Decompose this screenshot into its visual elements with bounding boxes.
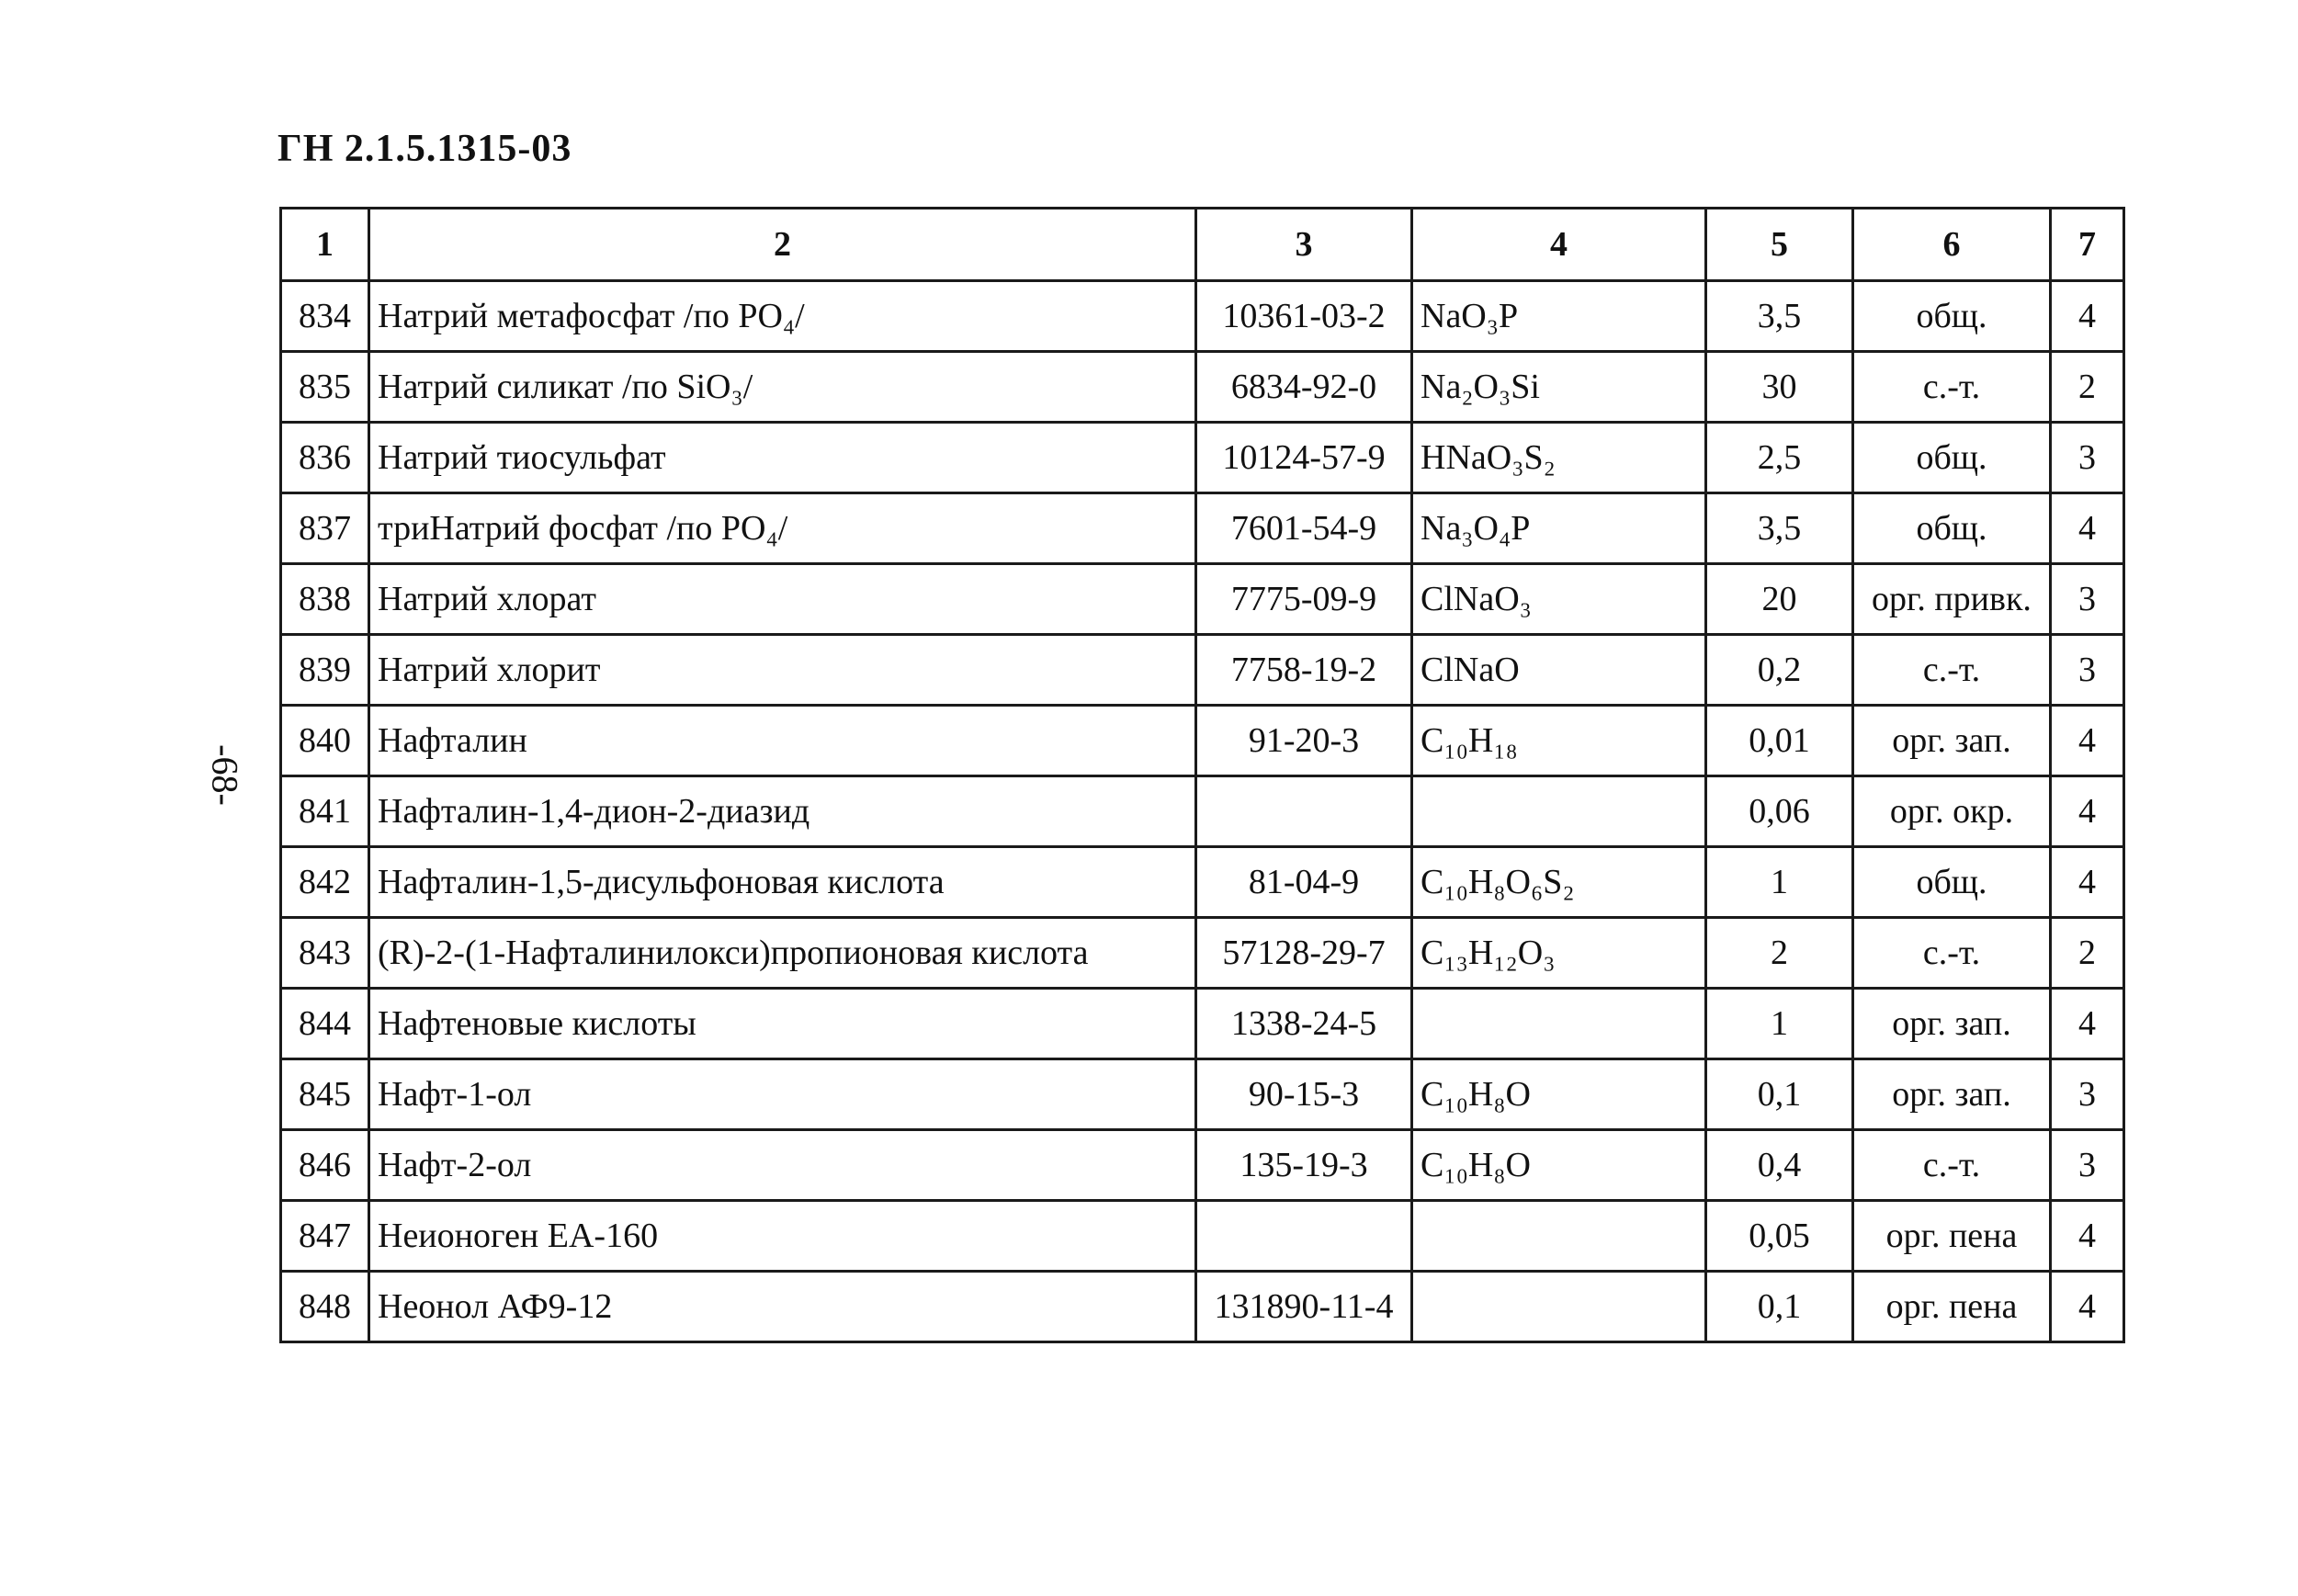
substances-table xyxy=(279,207,2125,1343)
hazard-class-cell: 3 xyxy=(2051,423,2124,493)
hazard-class-cell: 4 xyxy=(2051,281,2124,352)
column-header: 7 xyxy=(2051,209,2124,281)
hazard-sign-cell: общ. xyxy=(1853,493,2051,564)
chemical-formula-cell xyxy=(1412,1272,1706,1342)
norm-value-cell: 0,1 xyxy=(1706,1272,1853,1342)
row-number-cell: 836 xyxy=(281,423,369,493)
chemical-formula-cell xyxy=(1412,776,1706,847)
table-row xyxy=(281,776,2124,847)
column-header: 2 xyxy=(369,209,1196,281)
substance-name-cell: Натрий метафосфат /по PO₄/ xyxy=(369,281,1196,352)
hazard-sign-cell: орг. зап. xyxy=(1853,706,2051,776)
substance-name-cell: триНатрий фосфат /по PO₄/ xyxy=(369,493,1196,564)
hazard-sign-cell: орг. окр. xyxy=(1853,776,2051,847)
column-header: 3 xyxy=(1196,209,1412,281)
norm-value-cell: 0,1 xyxy=(1706,1059,1853,1130)
cas-number-cell: 10124-57-9 xyxy=(1196,423,1412,493)
hazard-class-cell: 4 xyxy=(2051,493,2124,564)
chemical-formula-cell: C₁₃H₁₂O₃ xyxy=(1412,918,1706,989)
norm-value-cell: 3,5 xyxy=(1706,281,1853,352)
table-header-row xyxy=(281,209,2124,281)
table-row xyxy=(281,281,2124,352)
chemical-formula-cell: C₁₀H₁₈ xyxy=(1412,706,1706,776)
hazard-sign-cell: орг. зап. xyxy=(1853,1059,2051,1130)
row-number-cell: 834 xyxy=(281,281,369,352)
substance-name-cell: Нафтеновые кислоты xyxy=(369,989,1196,1059)
chemical-formula-cell: NaO₃P xyxy=(1412,281,1706,352)
chemical-formula-cell: ClNaO₃ xyxy=(1412,564,1706,635)
row-number-cell: 842 xyxy=(281,847,369,918)
column-header: 4 xyxy=(1412,209,1706,281)
row-number-cell: 845 xyxy=(281,1059,369,1130)
table-row xyxy=(281,493,2124,564)
hazard-sign-cell: с.-т. xyxy=(1853,352,2051,423)
cas-number-cell: 6834-92-0 xyxy=(1196,352,1412,423)
column-header: 5 xyxy=(1706,209,1853,281)
norm-value-cell: 0,01 xyxy=(1706,706,1853,776)
cas-number-cell: 135-19-3 xyxy=(1196,1130,1412,1201)
table-row xyxy=(281,423,2124,493)
substance-name-cell: Натрий хлорат xyxy=(369,564,1196,635)
hazard-class-cell: 4 xyxy=(2051,989,2124,1059)
chemical-formula-cell: ClNaO xyxy=(1412,635,1706,706)
row-number-cell: 838 xyxy=(281,564,369,635)
hazard-class-cell: 3 xyxy=(2051,1059,2124,1130)
hazard-class-cell: 4 xyxy=(2051,847,2124,918)
norm-value-cell: 30 xyxy=(1706,352,1853,423)
table-row xyxy=(281,1201,2124,1272)
cas-number-cell xyxy=(1196,776,1412,847)
table-row xyxy=(281,1059,2124,1130)
row-number-cell: 847 xyxy=(281,1201,369,1272)
chemical-formula-cell: HNaO₃S₂ xyxy=(1412,423,1706,493)
norm-value-cell: 0,06 xyxy=(1706,776,1853,847)
substance-name-cell: Нафталин-1,5-дисульфоновая кислота xyxy=(369,847,1196,918)
table-row xyxy=(281,1130,2124,1201)
norm-value-cell: 2,5 xyxy=(1706,423,1853,493)
hazard-class-cell: 3 xyxy=(2051,635,2124,706)
hazard-sign-cell: общ. xyxy=(1853,423,2051,493)
row-number-cell: 835 xyxy=(281,352,369,423)
substance-name-cell: Неионоген ЕА-160 xyxy=(369,1201,1196,1272)
page-number: -68- xyxy=(204,744,246,806)
hazard-sign-cell: с.-т. xyxy=(1853,918,2051,989)
norm-value-cell: 3,5 xyxy=(1706,493,1853,564)
chemical-formula-cell: Na₂O₃Si xyxy=(1412,352,1706,423)
chemical-formula-cell xyxy=(1412,1201,1706,1272)
chemical-formula-cell: C₁₀H₈O xyxy=(1412,1130,1706,1201)
table-row xyxy=(281,706,2124,776)
substance-name-cell: Неонол АФ9-12 xyxy=(369,1272,1196,1342)
table-row xyxy=(281,989,2124,1059)
cas-number-cell: 57128-29-7 xyxy=(1196,918,1412,989)
cas-number-cell: 90-15-3 xyxy=(1196,1059,1412,1130)
norm-value-cell: 2 xyxy=(1706,918,1853,989)
hazard-sign-cell: орг. пена xyxy=(1853,1272,2051,1342)
table-row xyxy=(281,847,2124,918)
chemical-formula-cell xyxy=(1412,989,1706,1059)
cas-number-cell: 81-04-9 xyxy=(1196,847,1412,918)
hazard-sign-cell: орг. пена xyxy=(1853,1201,2051,1272)
table-body xyxy=(281,281,2124,1342)
cas-number-cell: 7601-54-9 xyxy=(1196,493,1412,564)
norm-value-cell: 20 xyxy=(1706,564,1853,635)
row-number-cell: 846 xyxy=(281,1130,369,1201)
norm-value-cell: 0,05 xyxy=(1706,1201,1853,1272)
cas-number-cell: 131890-11-4 xyxy=(1196,1272,1412,1342)
hazard-sign-cell: с.-т. xyxy=(1853,635,2051,706)
substance-name-cell: Нафт-2-ол xyxy=(369,1130,1196,1201)
cas-number-cell: 7758-19-2 xyxy=(1196,635,1412,706)
row-number-cell: 839 xyxy=(281,635,369,706)
norm-value-cell: 0,2 xyxy=(1706,635,1853,706)
norm-value-cell: 1 xyxy=(1706,989,1853,1059)
row-number-cell: 840 xyxy=(281,706,369,776)
hazard-sign-cell: общ. xyxy=(1853,281,2051,352)
table-row xyxy=(281,352,2124,423)
chemical-formula-cell: C₁₀H₈O xyxy=(1412,1059,1706,1130)
substance-name-cell: Натрий силикат /по SiO₃/ xyxy=(369,352,1196,423)
norm-value-cell: 0,4 xyxy=(1706,1130,1853,1201)
column-header: 1 xyxy=(281,209,369,281)
substance-name-cell: Нафт-1-ол xyxy=(369,1059,1196,1130)
substance-name-cell: Натрий тиосульфат xyxy=(369,423,1196,493)
cas-number-cell: 10361-03-2 xyxy=(1196,281,1412,352)
table-row xyxy=(281,635,2124,706)
chemical-formula-cell: C₁₀H₈O₆S₂ xyxy=(1412,847,1706,918)
column-header: 6 xyxy=(1853,209,2051,281)
hazard-class-cell: 2 xyxy=(2051,352,2124,423)
document-code: ГН 2.1.5.1315-03 xyxy=(277,128,572,170)
substance-name-cell: (R)-2-(1-Нафталинилокси)пропионовая кислота xyxy=(369,918,1196,989)
table-row xyxy=(281,918,2124,989)
substance-name-cell: Нафталин xyxy=(369,706,1196,776)
cas-number-cell: 1338-24-5 xyxy=(1196,989,1412,1059)
row-number-cell: 841 xyxy=(281,776,369,847)
cas-number-cell xyxy=(1196,1201,1412,1272)
row-number-cell: 837 xyxy=(281,493,369,564)
row-number-cell: 843 xyxy=(281,918,369,989)
hazard-sign-cell: орг. зап. xyxy=(1853,989,2051,1059)
table-row xyxy=(281,1272,2124,1342)
substance-name-cell: Натрий хлорит xyxy=(369,635,1196,706)
hazard-class-cell: 4 xyxy=(2051,1272,2124,1342)
substance-name-cell: Нафталин-1,4-дион-2-диазид xyxy=(369,776,1196,847)
hazard-class-cell: 4 xyxy=(2051,706,2124,776)
hazard-class-cell: 4 xyxy=(2051,1201,2124,1272)
hazard-class-cell: 2 xyxy=(2051,918,2124,989)
row-number-cell: 844 xyxy=(281,989,369,1059)
hazard-class-cell: 3 xyxy=(2051,564,2124,635)
hazard-sign-cell: общ. xyxy=(1853,847,2051,918)
table-row xyxy=(281,564,2124,635)
hazard-sign-cell: с.-т. xyxy=(1853,1130,2051,1201)
hazard-sign-cell: орг. привк. xyxy=(1853,564,2051,635)
chemical-formula-cell: Na₃O₄P xyxy=(1412,493,1706,564)
hazard-class-cell: 3 xyxy=(2051,1130,2124,1201)
cas-number-cell: 7775-09-9 xyxy=(1196,564,1412,635)
cas-number-cell: 91-20-3 xyxy=(1196,706,1412,776)
hazard-class-cell: 4 xyxy=(2051,776,2124,847)
norm-value-cell: 1 xyxy=(1706,847,1853,918)
row-number-cell: 848 xyxy=(281,1272,369,1342)
